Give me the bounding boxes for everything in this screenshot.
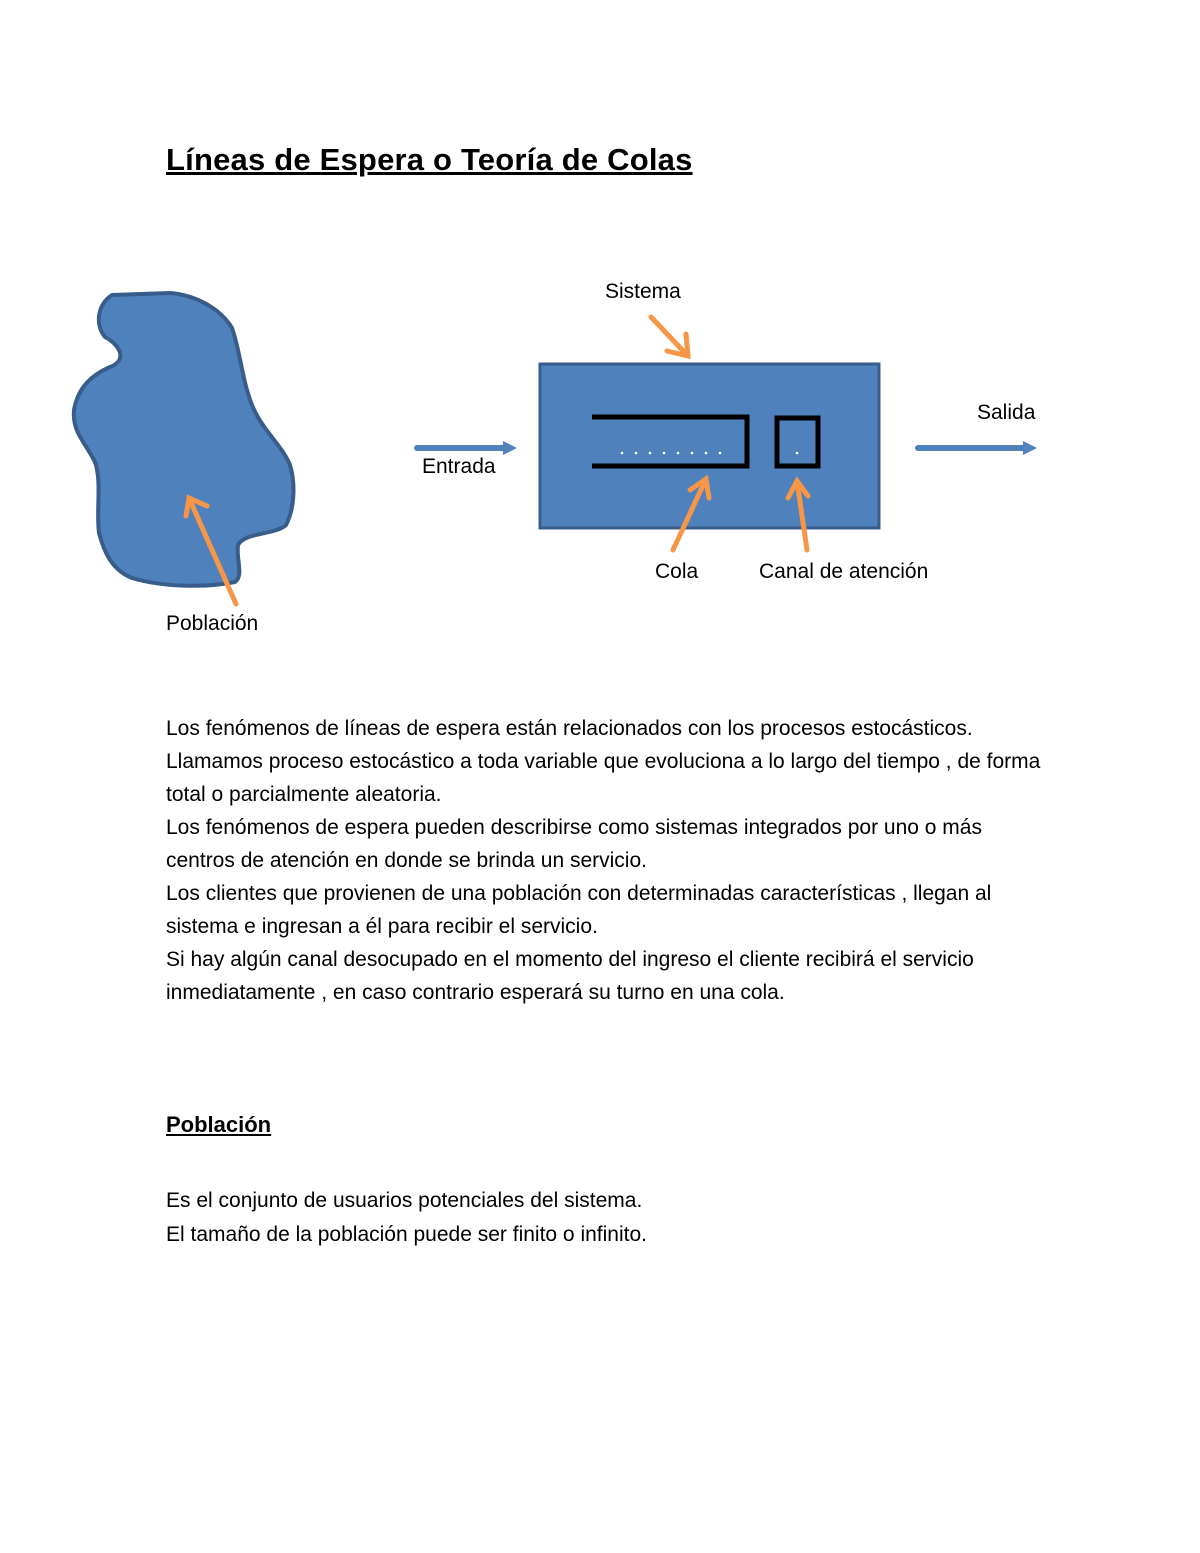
paragraph: Los fenómenos de líneas de espera están relacionados con los procesos estocásticos. (166, 717, 973, 740)
page-title: Líneas de Espera o Teoría de Colas (166, 142, 693, 177)
paragraph: Si hay algún canal desocupado en el momento del ingreso el cliente recibirá el servicio inmediatamente , en caso contrario esperará su turno en una cola. (166, 948, 974, 1004)
section-title: Población (166, 1112, 272, 1137)
cola-label: Cola (655, 560, 699, 583)
entrada-label: Entrada (422, 455, 496, 478)
paragraph: Llamamos proceso estocástico a toda variable que evoluciona a lo largo del tiempo , de forma total o parcialmente aleatoria. (166, 750, 1041, 806)
canal-label: Canal de atención (759, 560, 929, 583)
queue-diagram (0, 270, 1200, 650)
sistema-pointer-arrow (651, 317, 688, 356)
paragraph: Los fenómenos de espera pueden describirse como sistemas integrados por uno o más centros de atención en donde se brinda un servicio. (166, 816, 982, 872)
paragraph: Los clientes que provienen de una población con determinadas características , llegan al sistema e ingresan a él para recibir el servicio. (166, 882, 992, 938)
sistema-label: Sistema (605, 280, 681, 303)
salida-label: Salida (977, 401, 1036, 424)
entrada-arrow (417, 441, 517, 455)
system-box (540, 364, 879, 528)
diagram-graphic (0, 270, 1200, 650)
section-text (166, 1184, 1046, 1252)
section-line: El tamaño de la población puede ser finito o infinito. (166, 1223, 647, 1246)
section-line: Es el conjunto de usuarios potenciales del sistema. (166, 1189, 643, 1212)
service-dot (796, 452, 799, 455)
salida-arrow (918, 441, 1037, 455)
population-blob (74, 293, 294, 586)
poblacion-label: Población (166, 612, 259, 635)
body-paragraphs (166, 712, 1046, 1009)
